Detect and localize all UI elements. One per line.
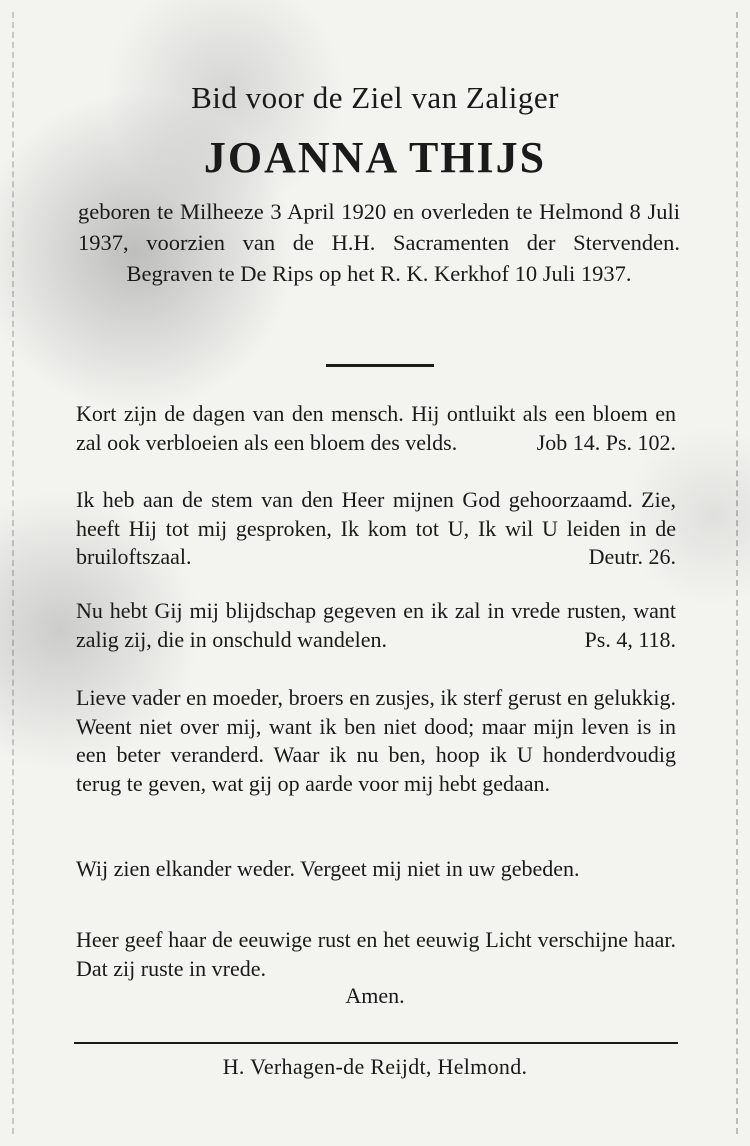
verse-reference: Ps. 4, 118. xyxy=(584,626,676,652)
short-divider xyxy=(326,364,434,367)
intro-text: geboren te Milheeze 3 April 1920 en overleden te Helmond 8 Juli 1937, voorzien van de H.H. Sacramenten der Stervenden. Begraven te De Rips op het R. K. Kerkhof 10 Juli 1937. xyxy=(78,199,680,286)
deceased-name: JOANNA THIJS xyxy=(203,133,547,182)
verse-reference: Job 14. Ps. 102. xyxy=(536,429,676,455)
prayer-heading: Bid voor de Ziel van Zaliger xyxy=(191,80,559,115)
verse-text: Heer geef haar de eeuwige rust en het eeuwig Licht verschijne haar. Dat zij ruste in vrede. xyxy=(76,927,676,981)
closing-amen: Amen. xyxy=(345,983,405,1008)
verse-block xyxy=(76,597,676,654)
verse-block xyxy=(76,486,676,572)
verse-block xyxy=(76,926,676,983)
verse-block xyxy=(76,855,676,884)
verse-block xyxy=(76,684,676,798)
long-divider xyxy=(74,1042,678,1044)
verse-text: Lieve vader en moeder, broers en zusjes, ik sterf gerust en gelukkig. Weent niet over mij, want ik ben niet dood; maar mijn leven is in een beter veranderd. Waar ik nu ben, hoop ik U honderdvoudig terug te geven, wat gij op aarde voor mij hebt gedaan. xyxy=(76,685,676,796)
verse-text: Wij zien elkander weder. Vergeet mij niet in uw gebeden. xyxy=(76,856,580,881)
verse-reference: Deutr. 26. xyxy=(588,544,676,569)
verse-text: Kort zijn de dagen van den mensch. Hij ontluikt als een bloem en zal ook verbloeien als een bloem des velds. xyxy=(76,401,676,455)
verse-text: Nu hebt Gij mij blijdschap gegeven en ik zal in vrede rusten, want zalig zij, die in onschuld wandelen. xyxy=(76,598,676,652)
printer-credit: H. Verhagen-de Reijdt, Helmond. xyxy=(222,1054,528,1079)
verse-block xyxy=(76,400,676,457)
verse-text: Ik heb aan de stem van den Heer mijnen God gehoorzaamd. Zie, heeft Hij tot mij gesproken, Ik kom tot U, Ik wil U leiden in de bruiloftszaal. xyxy=(76,487,676,569)
